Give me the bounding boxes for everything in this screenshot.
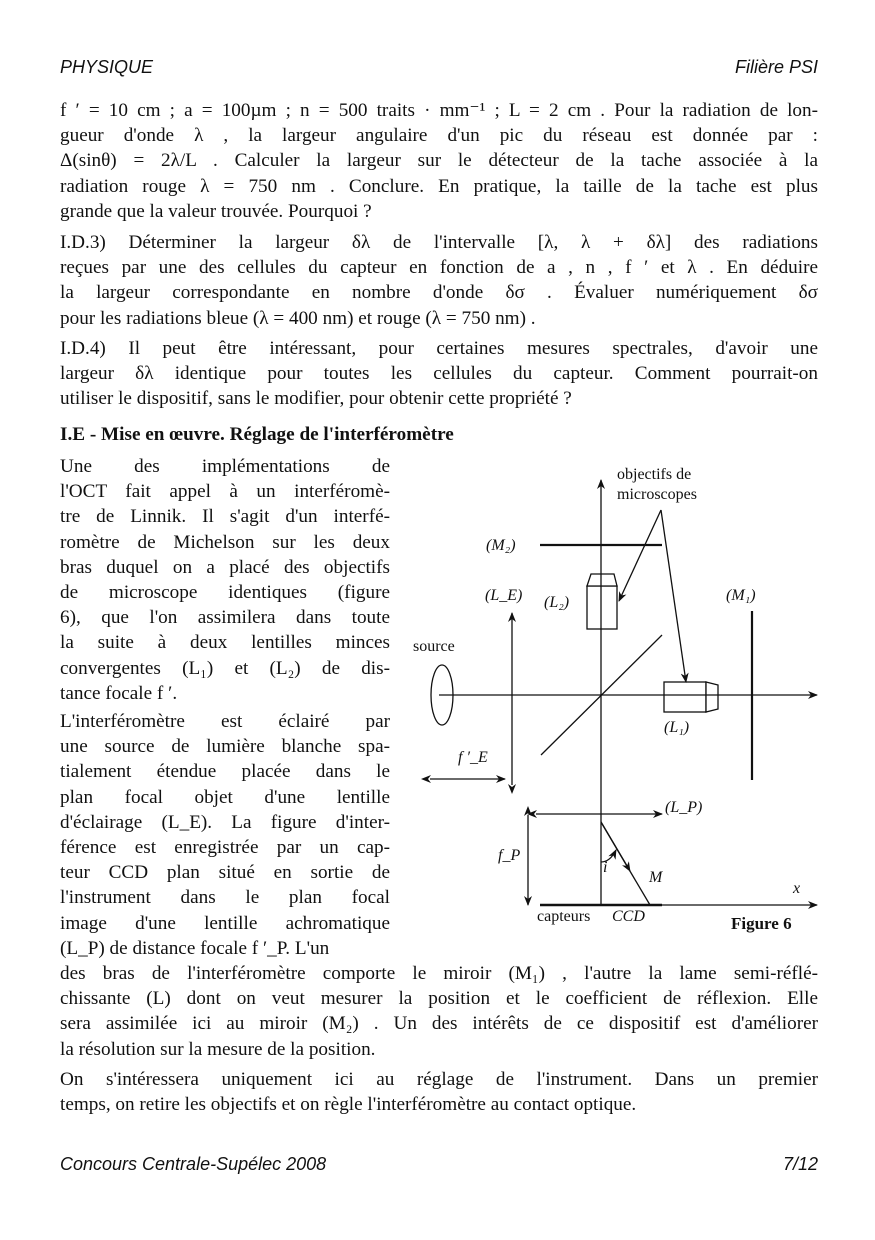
text-line: I.D.3) Déterminer la largeur δλ de l'intervalle [λ, λ + δλ] des radiations	[60, 232, 818, 253]
label-x: x	[793, 880, 801, 897]
label-source: source	[413, 638, 455, 655]
text-line: 6), que l'on assimilera dans toute	[60, 607, 390, 629]
text-line: l'instrument dans le plan focal	[60, 887, 390, 909]
text-line: de microscope identiques (figure	[60, 581, 390, 603]
text-line: f ′ = 10 cm ; a = 100µm ; n = 500 traits · mm⁻¹ ; L = 2 cm . Pour la radiation de lon-	[60, 100, 818, 121]
label-le: (L_E)	[485, 587, 523, 604]
label-l2: (L₂)	[544, 594, 570, 611]
text-line: férence est enregistrée par un cap-	[60, 836, 390, 858]
section-heading: I.E - Mise en œuvre. Réglage de l'interféromètre	[60, 424, 454, 445]
text-line: tance focale f ′.	[60, 682, 178, 704]
label-m2: (M₂)	[486, 537, 516, 554]
text-line: (L_P) de distance focale f ′_P. L'un	[60, 937, 330, 959]
text-line: tre de Linnik. Il s'agit d'un interfé-	[60, 506, 390, 528]
text-line: teur CCD plan situé en sortie de	[60, 862, 390, 884]
label-l1: (L₁)	[664, 719, 690, 736]
objective-l1	[664, 682, 706, 712]
text-line: plan focal objet d'une lentille	[60, 786, 390, 808]
label-m: M	[649, 869, 663, 886]
text-line: chissante (L) dont on veut mesurer la position et le coefficient de réflexion. Elle	[60, 988, 818, 1010]
text-line: image d'une lentille achromatique	[60, 912, 390, 934]
label-fe: f ′_E	[458, 749, 488, 766]
text-line: gueur d'onde λ , la largeur angulaire d'un pic du réseau est donnée par :	[60, 125, 818, 147]
text-line: la largeur correspondante en nombre d'onde δσ . Évaluer numériquement δσ	[60, 282, 818, 304]
text-line: la suite à deux lentilles minces	[60, 632, 390, 654]
text-line: bras duquel on a placé des objectifs	[60, 556, 390, 578]
text-line: tialement étendue placée dans le	[60, 761, 390, 783]
label-i: i	[603, 859, 608, 876]
text-line: largeur δλ identique pour toutes les cellules du capteur. Comment pourrait-on	[60, 363, 818, 385]
label-m1: (M₁)	[726, 587, 756, 604]
text-line: l'OCT fait appel à un interféromè-	[60, 481, 390, 503]
text-line: I.D.4) Il peut être intéressant, pour certaines mesures spectrales, d'avoir une	[60, 338, 818, 359]
text-line: Δ(sinθ) = 2λ/L . Calculer la largeur sur le détecteur de la tache associée à la	[60, 150, 818, 172]
objective-l1-tip	[706, 682, 718, 712]
text-line: Une des implémentations de	[60, 456, 390, 477]
text-line: pour les radiations bleue (λ = 400 nm) et rouge (λ = 750 nm) .	[60, 307, 536, 329]
footer-page-number: 7/12	[782, 1154, 818, 1174]
objective-l2-tip	[587, 574, 617, 586]
label-microscopes: microscopes	[617, 486, 697, 503]
text-line: temps, on retire les objectifs et on règle l'interféromètre au contact optique.	[60, 1094, 637, 1116]
label-objectifs: objectifs de	[617, 466, 692, 483]
text-line: grande que la valeur trouvée. Pourquoi ?	[60, 200, 372, 222]
pointer-l1	[661, 510, 686, 682]
label-fp: f_P	[498, 847, 521, 864]
text-line: L'interféromètre est éclairé par	[60, 711, 390, 732]
text-line: reçues par une des cellules du capteur en fonction de a , n , f ′ et λ . En déduire	[60, 257, 818, 279]
text-line: la résolution sur la mesure de la position.	[60, 1038, 376, 1060]
text-line: convergentes (L₁) et (L₂) de dis-	[60, 657, 390, 679]
footer-contest: Concours Centrale-Supélec 2008	[60, 1154, 327, 1174]
pointer-l2	[619, 510, 661, 601]
label-ccd: CCD	[612, 908, 645, 925]
figure-caption: Figure 6	[731, 914, 792, 933]
text-line: d'éclairage (L_E). La figure d'inter-	[60, 811, 390, 833]
label-capteurs: capteurs	[537, 908, 591, 925]
text-line: une source de lumière blanche spa-	[60, 736, 390, 758]
label-lp: (L_P)	[665, 799, 703, 816]
text-line: romètre de Michelson sur les deux	[60, 531, 390, 553]
objective-l2	[587, 586, 617, 629]
text-line: radiation rouge λ = 750 nm . Conclure. En pratique, la taille de la tache est plus	[60, 175, 818, 197]
text-line: des bras de l'interféromètre comporte le miroir (M₁) , l'autre la lame semi-réflé-	[60, 963, 818, 984]
text-line: utiliser le dispositif, sans le modifier, pour obtenir cette propriété ?	[60, 388, 572, 410]
header-track: Filière PSI	[734, 57, 818, 77]
text-line: sera assimilée ici au miroir (M₂) . Un des intérêts de ce dispositif est d'améliorer	[60, 1013, 818, 1035]
text-line: On s'intéressera uniquement ici au réglage de l'instrument. Dans un premier	[60, 1069, 818, 1090]
header-subject: PHYSIQUE	[60, 57, 154, 77]
